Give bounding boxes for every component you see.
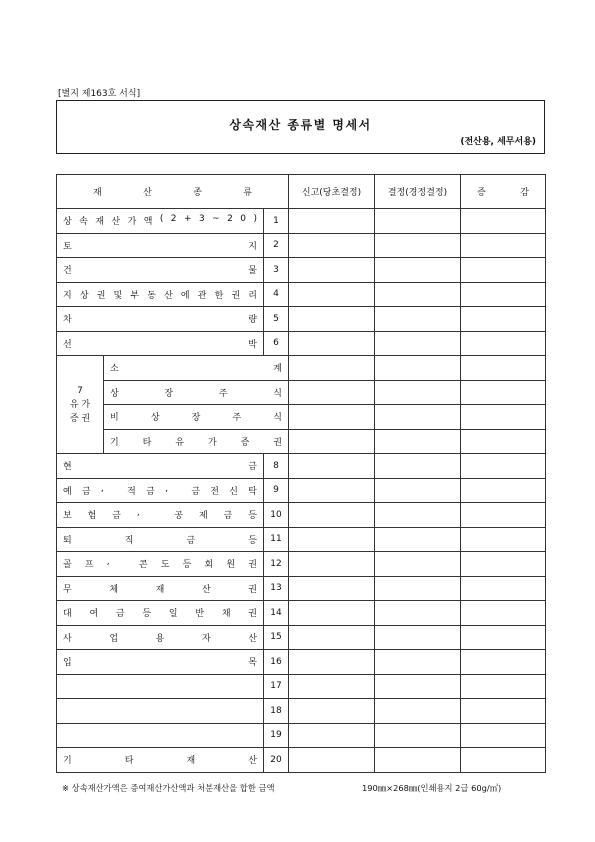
value-change[interactable] [461,356,546,381]
row-label: 기 타 유 가 증 권 [104,429,289,454]
row-label: 소 계 [104,356,289,381]
value-change[interactable] [461,405,546,430]
value-report[interactable] [289,674,375,699]
value-decision[interactable] [375,233,461,258]
value-decision[interactable] [375,405,461,430]
row-label: 선 박 [57,331,264,356]
row-label: 상 속 재 산 가 액 ( 2 + 3 ~ 2 0 ) [57,209,264,234]
table-row [57,723,546,748]
value-change[interactable] [461,674,546,699]
row-label: 입 목 [57,650,264,675]
row-label: 보 험 금 , 공 제 금 등 [57,503,264,528]
value-change[interactable] [461,699,546,724]
value-change[interactable] [461,723,546,748]
row-label: 대 여 금 등 일 반 채 권 [57,601,264,626]
table-row [57,307,546,332]
table-row [57,552,546,577]
value-change[interactable] [461,454,546,479]
row-label: 골 프 , 콘 도 등 회 원 권 [57,552,264,577]
row-label: 상 장 주 식 [104,380,289,405]
value-report[interactable] [289,552,375,577]
table-row [57,356,546,381]
value-change[interactable] [461,625,546,650]
footnote: ※ 상속재산가액은 증여재산가산액과 처분재산을 합한 금액 [62,783,275,793]
row-label: 차 량 [57,307,264,332]
value-decision[interactable] [375,258,461,283]
table-row [57,380,546,405]
row-number: 17 [264,674,289,699]
value-decision[interactable] [375,454,461,479]
value-decision[interactable] [375,601,461,626]
value-change[interactable] [461,576,546,601]
table-row [57,282,546,307]
form-number: [별지 제163호 서식] [58,89,141,99]
value-decision[interactable] [375,699,461,724]
value-report[interactable] [289,380,375,405]
table-row [57,601,546,626]
value-change[interactable] [461,282,546,307]
row-number: 10 [264,503,289,528]
value-change[interactable] [461,209,546,234]
table-row [57,454,546,479]
value-change[interactable] [461,552,546,577]
row-number: 5 [264,307,289,332]
row-label: 현 금 [57,454,264,479]
value-report[interactable] [289,233,375,258]
row-label: 건 물 [57,258,264,283]
header-decision: 결정(경정결정) [375,175,461,209]
row-number: 4 [264,282,289,307]
value-decision[interactable] [375,527,461,552]
value-report[interactable] [289,429,375,454]
row-number: 18 [264,699,289,724]
row-number: 9 [264,478,289,503]
value-change[interactable] [461,380,546,405]
value-report[interactable] [289,503,375,528]
row-number: 8 [264,454,289,479]
value-change[interactable] [461,331,546,356]
row-label: 지 상 권 및 부 동 산 에 관 한 권 리 [57,282,264,307]
table-row [57,429,546,454]
row-number: 19 [264,723,289,748]
title-box [56,100,545,154]
row-label: 예 금 , 적 금 , 금 전 신 탁 [57,478,264,503]
row-number: 12 [264,552,289,577]
row-label: 기 타 재 산 [57,748,264,773]
value-change[interactable] [461,527,546,552]
header-change: 증 감 [461,175,546,209]
table-row [57,527,546,552]
value-decision[interactable] [375,723,461,748]
value-report[interactable] [289,331,375,356]
value-decision[interactable] [375,331,461,356]
row-label [57,723,264,748]
value-decision[interactable] [375,503,461,528]
table-row [57,576,546,601]
row-number: 6 [264,331,289,356]
value-report[interactable] [289,650,375,675]
value-report[interactable] [289,282,375,307]
value-change[interactable] [461,429,546,454]
form-subtitle: (전산용, 세무서용) [460,137,536,147]
value-change[interactable] [461,233,546,258]
value-decision[interactable] [375,552,461,577]
value-decision[interactable] [375,625,461,650]
value-change[interactable] [461,258,546,283]
value-report[interactable] [289,307,375,332]
value-decision[interactable] [375,429,461,454]
value-report[interactable] [289,699,375,724]
header-report: 신고(당초결정) [289,175,375,209]
value-decision[interactable] [375,576,461,601]
row-label [57,699,264,724]
value-change[interactable] [461,478,546,503]
value-report[interactable] [289,356,375,381]
row-number: 16 [264,650,289,675]
value-decision[interactable] [375,307,461,332]
value-decision[interactable] [375,650,461,675]
table-row [57,650,546,675]
value-report[interactable] [289,748,375,773]
value-report[interactable] [289,405,375,430]
value-report[interactable] [289,576,375,601]
table-row [57,209,546,234]
header-category: 재 산 종 류 [57,175,289,209]
table-row [57,233,546,258]
table-row [57,699,546,724]
row-label: 퇴 직 금 등 [57,527,264,552]
value-change[interactable] [461,650,546,675]
row-number: 20 [264,748,289,773]
securities-group-label: 7 유 가 증 권 [57,356,104,454]
row-number: 11 [264,527,289,552]
value-decision[interactable] [375,209,461,234]
row-number: 13 [264,576,289,601]
paper-spec: 190㎜×268㎜(인쇄용지 2급 60g/㎡) [362,783,502,793]
value-decision[interactable] [375,356,461,381]
value-change[interactable] [461,748,546,773]
value-decision[interactable] [375,282,461,307]
row-number: 3 [264,258,289,283]
row-label [57,674,264,699]
row-label: 토 지 [57,233,264,258]
row-label: 사 업 용 자 산 [57,625,264,650]
table-row [57,625,546,650]
row-label: 비 상 장 주 식 [104,405,289,430]
form-title: 상속재산 종류별 명세서 [229,118,372,132]
value-change[interactable] [461,307,546,332]
row-number: 15 [264,625,289,650]
value-report[interactable] [289,625,375,650]
value-change[interactable] [461,503,546,528]
value-report[interactable] [289,723,375,748]
value-report[interactable] [289,454,375,479]
value-report[interactable] [289,209,375,234]
value-decision[interactable] [375,674,461,699]
value-change[interactable] [461,601,546,626]
table-row [57,405,546,430]
row-label: 무 체 재 산 권 [57,576,264,601]
value-report[interactable] [289,527,375,552]
table-row [57,258,546,283]
value-decision[interactable] [375,380,461,405]
table-row [57,331,546,356]
row-number: 2 [264,233,289,258]
table-row [57,503,546,528]
row-number: 1 [264,209,289,234]
value-decision[interactable] [375,478,461,503]
property-table [56,174,546,773]
value-report[interactable] [289,601,375,626]
value-decision[interactable] [375,748,461,773]
table-row [57,674,546,699]
value-report[interactable] [289,258,375,283]
table-row [57,748,546,773]
value-report[interactable] [289,478,375,503]
row-number: 14 [264,601,289,626]
table-row [57,478,546,503]
header-row [57,175,546,209]
